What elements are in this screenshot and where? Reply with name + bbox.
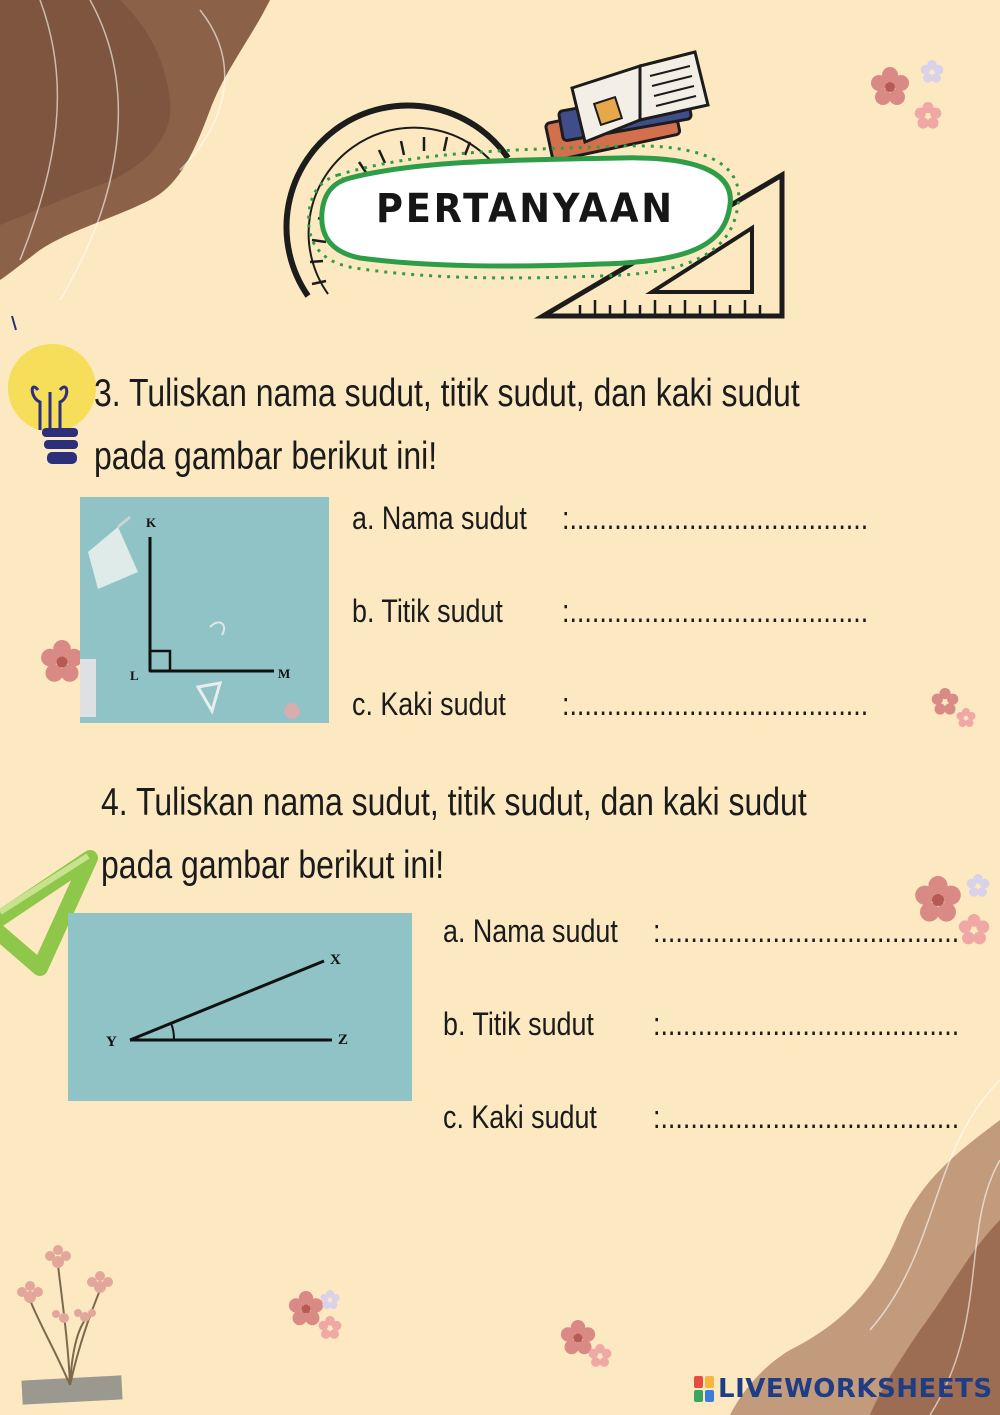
answer-label: c. Kaki sudut [352,686,506,722]
vertex-label-l: L [130,668,139,683]
dried-flowers-icon [17,1245,123,1405]
acute-angle-diagram [68,913,412,1101]
liveworksheets-logo[interactable] [694,1374,993,1404]
page-title: PERTANYAAN [375,186,675,232]
answer-blank[interactable]: :........................................ [653,1006,960,1042]
q4-answer-vertex [443,1006,959,1043]
liveworksheets-icon [694,1376,714,1402]
vertex-label-k: K [146,515,157,530]
vertex-label-z: Z [338,1032,349,1048]
question-4-line-1: 4. Tuliskan nama sudut, titik sudut, dan kaki sudut [101,781,807,824]
question-3-line-2: pada gambar berikut ini! [94,435,438,478]
question-3-figure [80,497,329,723]
vertex-label-y: Y [106,1034,117,1050]
q3-answer-name [352,500,868,537]
lamp-icon [88,517,138,589]
vertex-label-m: M [278,666,291,681]
question-4-figure [68,913,412,1101]
answer-blank[interactable]: :........................................ [653,1099,960,1135]
answer-label: b. Titik sudut [352,593,503,629]
answer-blank[interactable]: :........................................ [562,500,869,536]
vertex-label-x: X [330,952,341,968]
answer-label: b. Titik sudut [443,1006,594,1042]
answer-label: a. Nama sudut [443,913,618,949]
answer-blank[interactable]: :........................................ [653,913,960,949]
q4-answer-name [443,913,959,950]
answer-blank[interactable]: :........................................ [562,593,869,629]
page-title-badge [336,168,714,250]
answer-label: c. Kaki sudut [443,1099,597,1135]
question-4-prompt [101,771,807,897]
q4-answer-arms [443,1099,959,1136]
q3-answer-arms [352,686,868,723]
q3-answer-vertex [352,593,868,630]
lightbulb-icon [8,316,96,464]
brand-name: LIVEWORKSHEETS [718,1374,993,1404]
question-4-line-2: pada gambar berikut ini! [101,844,445,887]
answer-blank[interactable]: :........................................ [562,686,869,722]
right-angle-diagram [80,497,329,723]
question-3-line-1: 3. Tuliskan nama sudut, titik sudut, dan kaki sudut [94,372,800,415]
answer-label: a. Nama sudut [352,500,527,536]
question-3-prompt [94,362,800,488]
